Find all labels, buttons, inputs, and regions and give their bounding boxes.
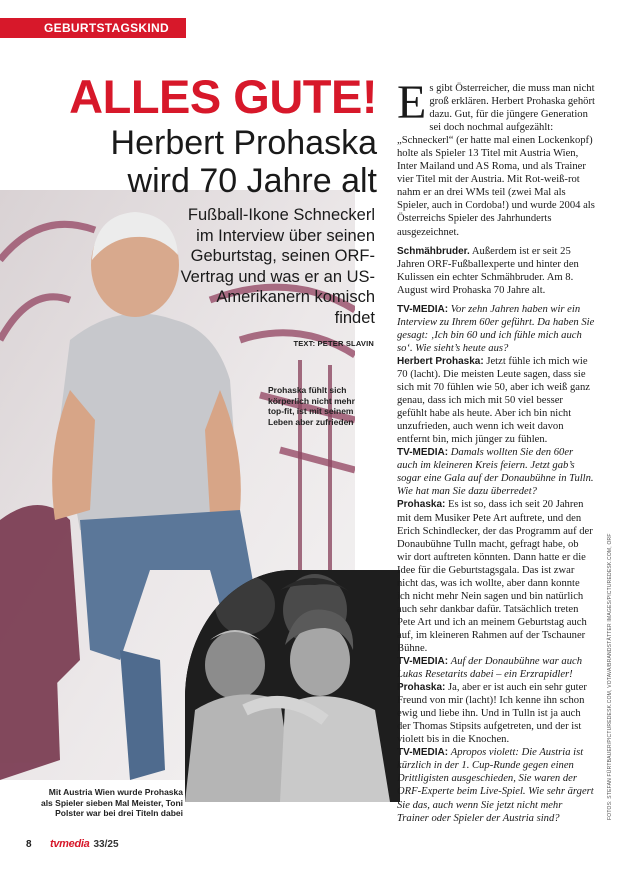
- label-prohaska: Herbert Prohaska:: [397, 355, 484, 367]
- label-tvmedia: TV-MEDIA:: [397, 656, 449, 668]
- label-prohaska: Prohaska:: [397, 682, 446, 694]
- article-body: [397, 76, 595, 825]
- question: Damals wollten Sie den 60er auch im kleineren Kreis feiern. Jetzt gab’s sogar eine Gala auf der Donaubühne in Tulln. Wie hat man Sie dazu überredet?: [397, 447, 594, 498]
- intro-text: s gibt Österreicher, die muss man nicht groß erklären. Herbert Prohaska gehört dazu. Gut, für die jüngere Generation sei doch nochmal aufgezählt: „Schneckerl“ (er hatte mal einen Lockenkopf) holte als Spieler 13 Titel mit Austria Wien, Inter Mailand und AS Roma, und als Trainer vier Titel mit der Austria. Mit Rot-weiß-rot nahm er an drei WMs teil (zwei Mal als Spieler, auch in Cordoba!) und wurde 2004 als Österreichs Spieler des Jahrhunderts ausgezeichnet.: [397, 83, 595, 238]
- label-tvmedia: TV-MEDIA:: [397, 303, 449, 315]
- subheadline-line-2: wird 70 Jahre alt: [127, 162, 377, 200]
- label-tvmedia: TV-MEDIA:: [397, 747, 449, 759]
- page-footer: [26, 838, 119, 850]
- teaser: Fußball-Ikone Schneckerl im Interview über seinen Geburtstag, seinen ORF-Vertrag und was er an US-Amerikanern komisch findet: [180, 206, 375, 327]
- question: Apropos violett: Die Austria ist kürzlich in der 1. Cup-Runde gegen einen Drittligisten ausgeschieden, Sie waren der ORF-Experte beim Live-Spiel. Wie sehr ärgert Sie das, auch wenn Sie jetzt nicht mehr Trainer oder Spieler der Austria sind?: [397, 747, 594, 824]
- photo-credit: FOTOS: STEFAN FÜRTBAUER/PICTUREDESK.COM, VOTAVA/BRANDSTÄTTER IMAGES/PICTUREDESK.COM, ORF: [607, 533, 613, 820]
- answer: Es ist so, dass ich seit 20 Jahren mit dem Musiker Pete Art auftrete, und den Erich Schindlecker, der das Programm auf der Donaubühne Tulln macht, gefragt habe, ob wir dort auftreten könnten. Dann hatte er die Idee für die Geburtstagsgala. Das ist zwar nicht das, was ich wollte, aber dann konnte ich nicht mehr Nein sagen und bin natürlich auch sehr dankbar dafür. Tatsächlich treten Pete Art und ich an meinem Geburtstag auch auf, im kleineren Rahmen auf der Tschauner Bühne.: [397, 499, 593, 654]
- paragraph: [397, 245, 595, 297]
- photo-caption-main: Prohaska fühlt sich körperlich nicht mehr top-fit, ist mit seinem Leben aber zufrieden: [268, 385, 355, 427]
- issue-number: 33/25: [93, 839, 119, 850]
- intro-paragraph: [397, 76, 595, 239]
- label-prohaska: Prohaska:: [397, 499, 446, 511]
- answer: Jetzt fühle ich mich wie 70 (lacht). Die meisten Leute sagen, dass sie sich mit 70 fühlen wie 50, aber ich weiß ganz genau, dass ich mich mit 50 viel besser gefühlt habe als heute. Aber ich bin nicht unzufrieden, auch wenn ich weit davon entfernt bin, mich jünger zu fühlen.: [397, 355, 590, 446]
- question: Auf der Donaubühne war auch Lukas Resetarits dabei – ein Erzrapidler!: [397, 656, 582, 681]
- inset-photo: [185, 570, 400, 802]
- answer: Ja, aber er ist auch ein sehr guter Freund von mir (lacht)! Ich kenne ihn schon ewig und liebe ihn. Und in Tulln ist ja auch der Thomas Stipsits aufgetreten, und der ist violett bis in die Knochen.: [397, 682, 587, 746]
- qa-block: [397, 303, 595, 825]
- author-credit: TEXT: PETER SLAVIN: [293, 339, 374, 348]
- page-number: 8: [26, 839, 32, 850]
- headline: ALLES GUTE!: [69, 70, 377, 123]
- paragraph-text: Außerdem ist er seit 25 Jahren ORF-Fußballexperte und hinter den Kulissen ein echter Schmähbruder. Am 8. August wird Prohaska 70 Jahre alt.: [397, 245, 579, 296]
- label-tvmedia: TV-MEDIA:: [397, 447, 449, 459]
- subheadline: [40, 124, 377, 200]
- subhead: Schmähbruder.: [397, 245, 470, 257]
- brand-logo: tvmedia: [50, 838, 90, 850]
- section-tag: GEBURTSTAGSKIND: [0, 18, 186, 38]
- photo-caption-inset: Mit Austria Wien wurde Prohaska als Spieler sieben Mal Meister, Toni Polster war bei drei Titeln dabei: [40, 787, 183, 818]
- question: Vor zehn Jahren haben wir ein Interview zu Ihrem 60er geführt. Da haben Sie gesagt: ‚Ich bin 60 und ich fühle mich auch so‘. Wie sieht’s heute aus?: [397, 303, 595, 354]
- subheadline-line-1: Herbert Prohaska: [110, 124, 377, 162]
- drop-cap: E: [397, 76, 427, 129]
